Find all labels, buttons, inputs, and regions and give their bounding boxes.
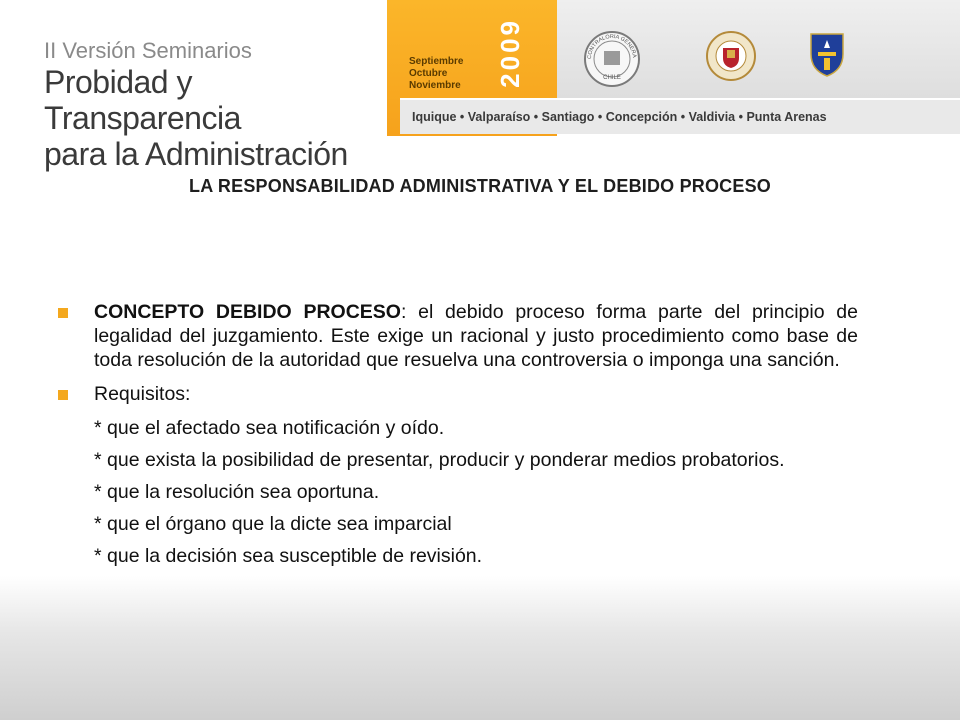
year-label: 2009 (495, 18, 525, 88)
academy-seal-icon (705, 30, 757, 82)
requirement-line: * que el afectado sea notificación y oído. (94, 417, 445, 439)
month-item: Septiembre (409, 56, 464, 67)
month-item: Octubre (409, 68, 448, 79)
requirement-line: * que el órgano que la dicte sea imparcial (94, 513, 452, 535)
seal-bottom-text: CHILE (603, 75, 621, 81)
cities-bar: Iquique • Valparaíso • Santiago • Concepción • Valdivia • Punta Arenas (400, 98, 960, 134)
month-item: Noviembre (409, 80, 461, 91)
concept-item (58, 300, 858, 372)
requirement-line: * que la resolución sea oportuna. (94, 481, 380, 503)
slide-heading: LA RESPONSABILIDAD ADMINISTRATIVA Y EL DEBIDO PROCESO (189, 176, 771, 196)
concept-text: : el debido proceso forma parte del principio de legalidad del juzgamiento. Este exige un racional y justo procedimiento como base de toda resolución de la autoridad que resuelva una controversia o imponga una sanción. (94, 301, 858, 371)
concept-label: CONCEPTO DEBIDO PROCESO (94, 301, 401, 323)
seal-arc-text: CONTRALORIA GENERA (586, 33, 638, 60)
contraloria-seal-icon (583, 30, 641, 88)
requirements-label: Requisitos: (94, 383, 191, 405)
slide-content (58, 300, 858, 576)
seminar-title-block (44, 38, 384, 172)
square-bullet-icon (58, 308, 68, 318)
seminar-title-line1: Probidad y Transparencia (44, 64, 241, 136)
square-bullet-icon (58, 390, 68, 400)
seminar-title-line2: para la Administración (44, 136, 348, 172)
requirement-line: * que la decisión sea susceptible de revisión. (94, 545, 483, 567)
requirements-item (58, 382, 858, 406)
university-shield-icon (809, 32, 845, 78)
requirement-line: * que exista la posibilidad de presentar, producir y ponderar medios probatorios. (94, 449, 785, 471)
logos-bar (557, 0, 960, 98)
months-list (409, 56, 463, 92)
seminar-subtitle: II Versión Seminarios (44, 38, 252, 63)
